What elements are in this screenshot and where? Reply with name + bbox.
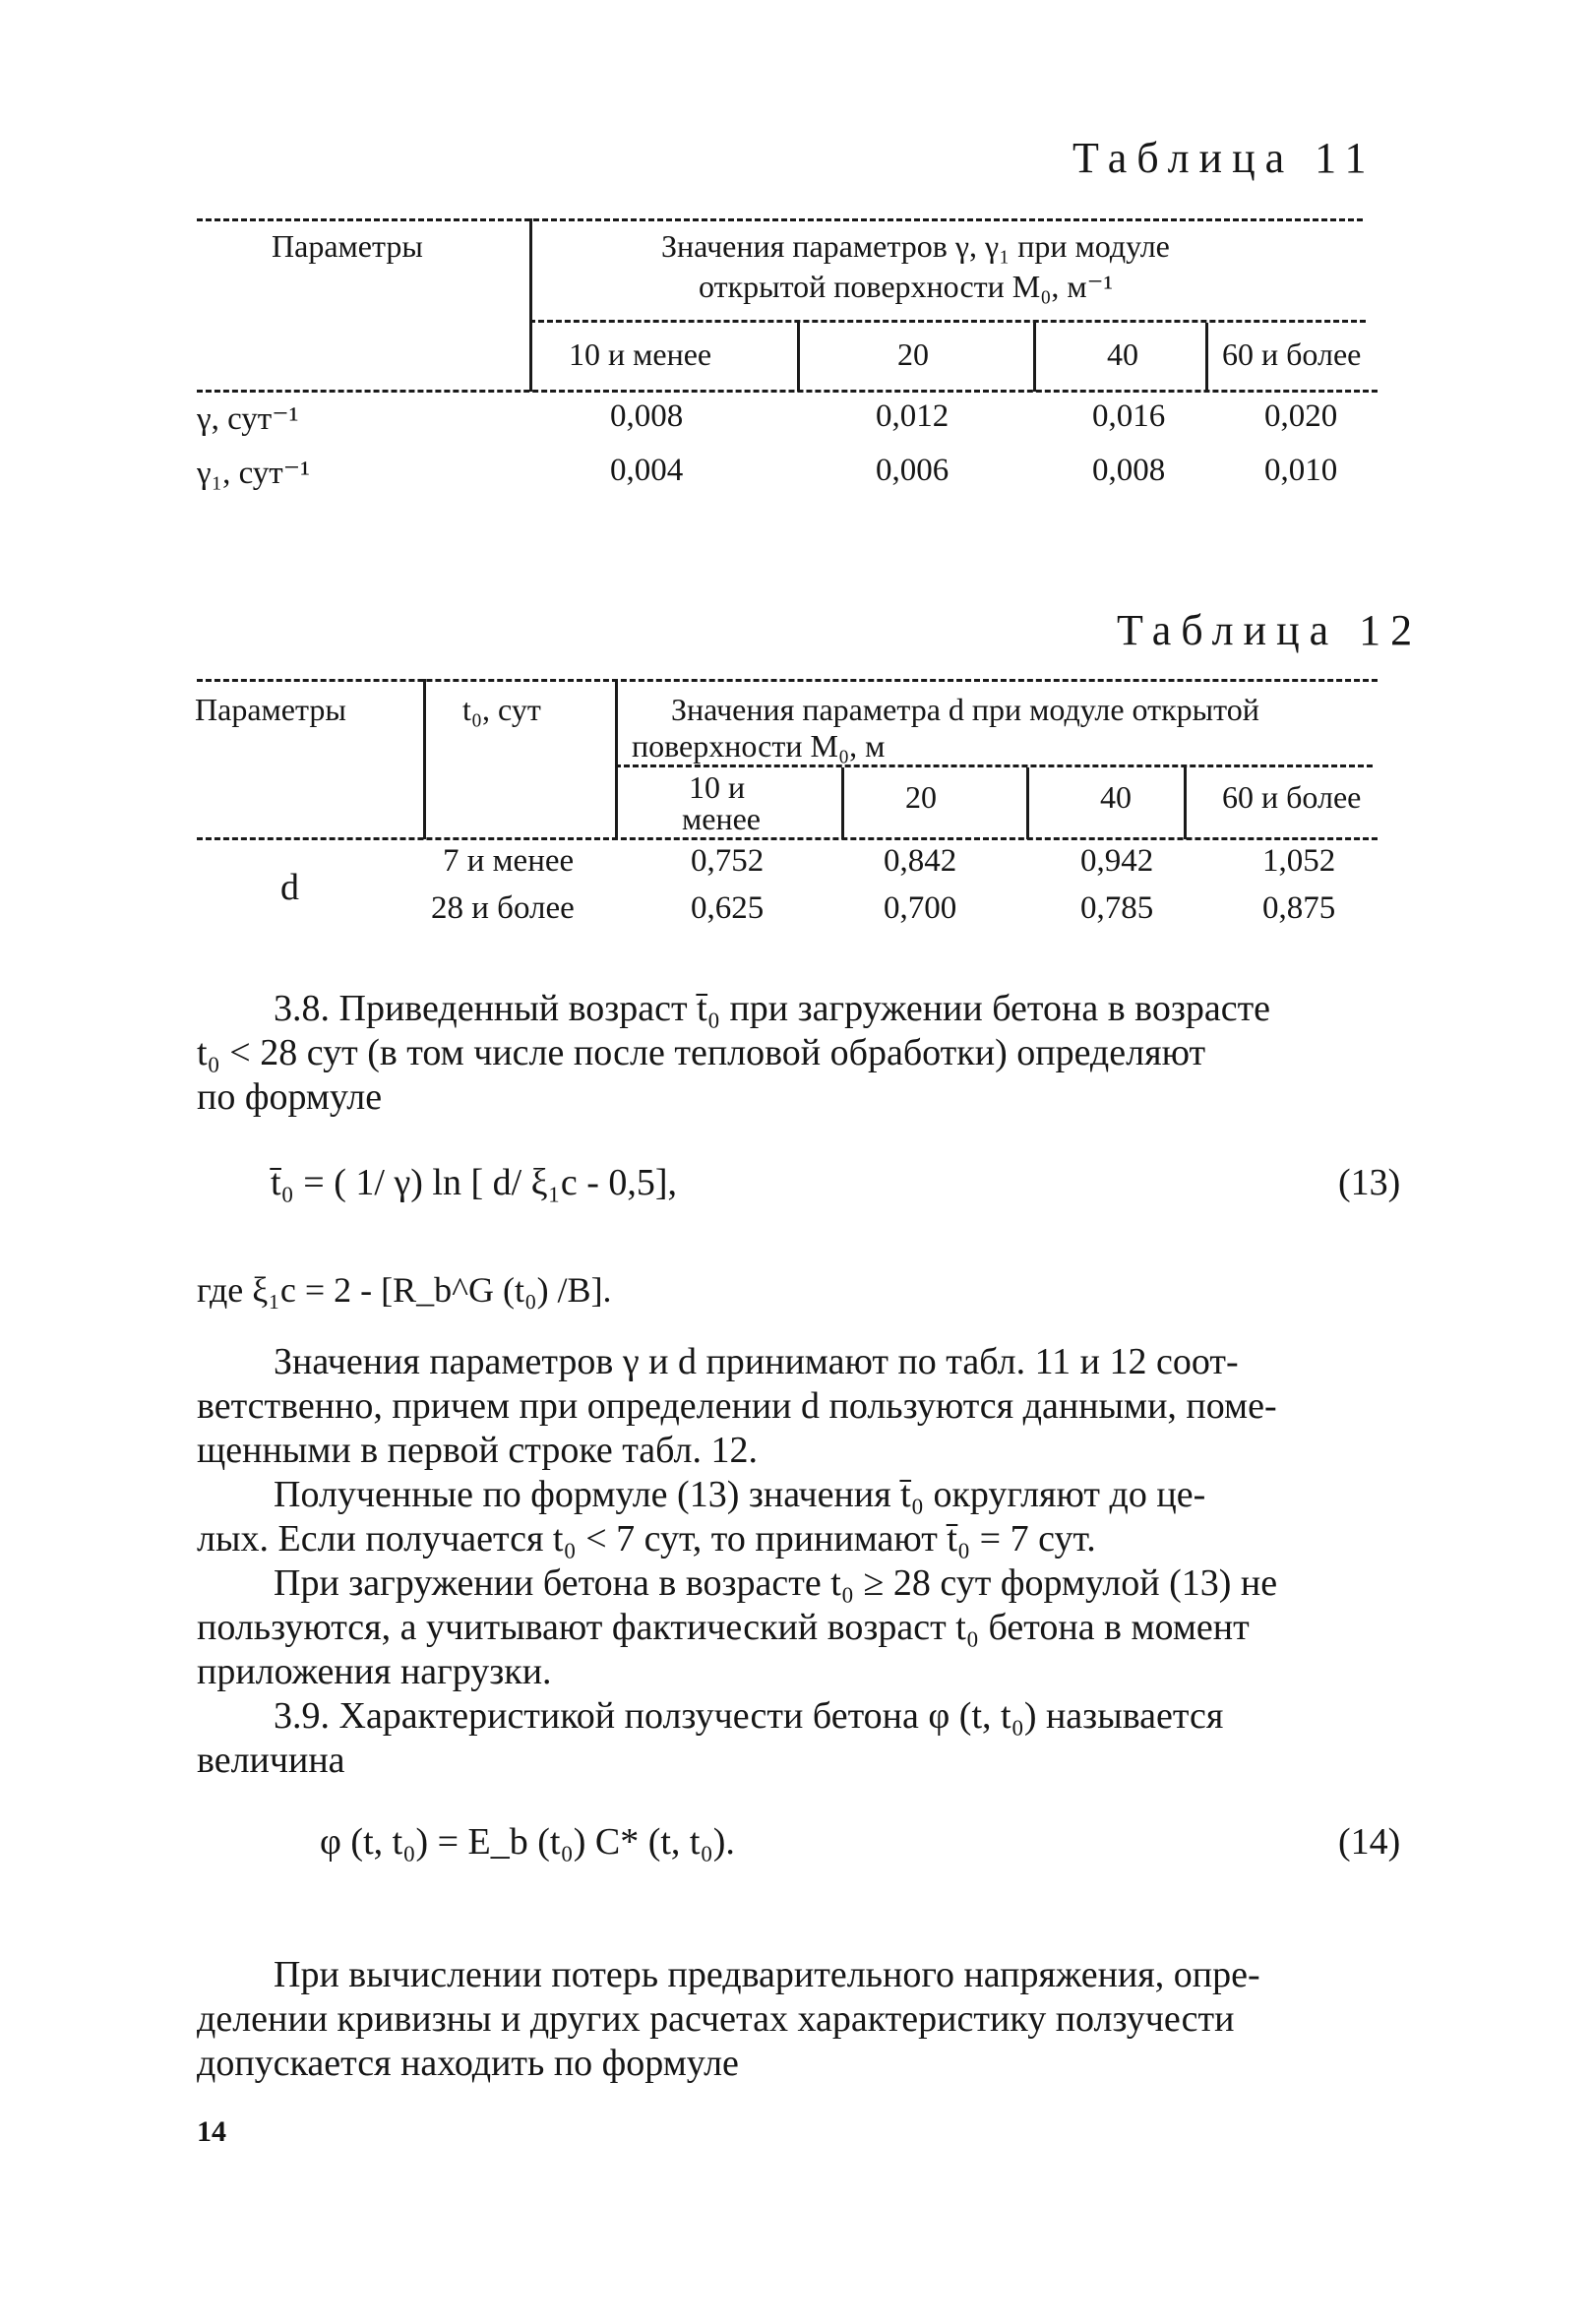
table11-row2-val3: 0,008 — [1092, 453, 1166, 488]
table12-row2-t0: 28 и более — [431, 890, 575, 926]
paragraph-loading-age-line: приложения нагрузки. — [197, 1651, 552, 1692]
paragraph-calculation — [197, 1953, 1260, 2086]
table12-row1-val1: 0,752 — [691, 843, 765, 879]
table11-row1-val3: 0,016 — [1092, 398, 1166, 434]
table12-caption: Таблица 12 — [1117, 606, 1423, 654]
paragraph-parameter-values — [197, 1340, 1277, 1473]
table12-row1-t0: 7 и менее — [443, 843, 575, 879]
table11-divider — [529, 218, 532, 392]
table11-row2-val1: 0,004 — [610, 453, 684, 488]
table12-row2-val3: 0,785 — [1080, 890, 1154, 926]
paragraph-rounding-line: Полученные по формуле (13) значения t̄₀ округляют до це- — [274, 1474, 1206, 1515]
table11-col-header-2: 20 — [897, 336, 929, 372]
paragraph-loading-age-line: пользуются, а учитывают фактический возраст t₀ бетона в момент — [197, 1607, 1250, 1648]
table11-param-header: Параметры — [272, 228, 423, 264]
table11-col-divider-2 — [1033, 323, 1036, 392]
formula-13-where: где ξ₁c = 2 - [R_b^G (t₀) /B]. — [197, 1270, 612, 1310]
table12-col-divider-1 — [841, 767, 844, 839]
table12-top-rule — [197, 679, 1378, 682]
table11-head-bottom-rule — [197, 390, 1378, 393]
paragraph-calculation-line: допускается находить по формуле — [197, 2043, 739, 2084]
table12-divider-params — [423, 679, 426, 839]
table11-row2-val4: 0,010 — [1264, 453, 1338, 488]
table12-group-header-line1: Значения параметра d при модуле открытой — [671, 692, 1259, 727]
table11-row1-val2: 0,012 — [876, 398, 950, 434]
paragraph-3-8 — [197, 987, 1270, 1120]
table12-row1-val2: 0,842 — [884, 843, 957, 879]
table11-col-header-1: 10 и менее — [569, 336, 712, 372]
paragraph-parameter-values-line: щенными в первой строке табл. 12. — [197, 1430, 758, 1471]
table12-row2-val2: 0,700 — [884, 890, 957, 926]
table12-col-header-1-line1: 10 и — [689, 769, 746, 805]
table11-group-header-line1: Значения параметров γ, γ₁ при модуле — [661, 228, 1170, 264]
table12-col-header-2: 20 — [905, 779, 937, 815]
table11-top-rule — [197, 218, 1363, 221]
table11-row2-label: γ₁, сут⁻¹ — [197, 456, 311, 491]
table12-row1-val3: 0,942 — [1080, 843, 1154, 879]
table12-col-divider-3 — [1184, 767, 1187, 839]
table11-caption: Таблица 11 — [1072, 134, 1377, 182]
paragraph-rounding-line: лых. Если получается t₀ < 7 сут, то принимают t̄₀ = 7 сут. — [197, 1518, 1096, 1560]
paragraph-loading-age — [197, 1561, 1277, 1694]
table12-mid-rule — [615, 764, 1373, 767]
paragraph-loading-age-line: При загружении бетона в возрасте t₀ ≥ 28 сут формулой (13) не — [274, 1562, 1278, 1604]
table12-divider-t0 — [615, 679, 618, 839]
formula-14-number: (14) — [1338, 1821, 1401, 1863]
paragraph-3-8-line: по формуле — [197, 1076, 383, 1118]
table12-param-header: Параметры — [195, 692, 346, 727]
table12-row2-val4: 0,875 — [1262, 890, 1336, 926]
table11-row1-val4: 0,020 — [1264, 398, 1338, 434]
formula-13: t̄₀ = ( 1/ γ) ln [ d/ ξ₁c - 0,5], — [271, 1162, 678, 1203]
table11-row1-label: γ, сут⁻¹ — [197, 401, 299, 437]
paragraph-3-9 — [197, 1694, 1223, 1783]
formula-13-number: (13) — [1338, 1162, 1401, 1203]
table12-col-header-1-line2: менее — [682, 801, 761, 836]
table12-head-bottom-rule — [197, 837, 1378, 840]
table12-row-param: d — [280, 867, 299, 908]
table11-row1-val1: 0,008 — [610, 398, 684, 434]
paragraph-3-8-line: 3.8. Приведенный возраст t̄₀ при загружении бетона в возрасте — [274, 988, 1271, 1029]
paragraph-calculation-line: делении кривизны и других расчетах характеристику ползучести — [197, 1998, 1235, 2040]
table11-row2-val2: 0,006 — [876, 453, 950, 488]
paragraph-parameter-values-line: Значения параметров γ и d принимают по табл. 11 и 12 соот- — [274, 1341, 1239, 1382]
paragraph-3-9-line: 3.9. Характеристикой ползучести бетона φ (t, t₀) называется — [274, 1695, 1224, 1737]
table12-t0-header: t₀, сут — [462, 692, 541, 727]
table12-row2-val1: 0,625 — [691, 890, 765, 926]
table11-col-header-4: 60 и более — [1222, 336, 1362, 372]
paragraph-calculation-line: При вычислении потерь предварительного напряжения, опре- — [274, 1954, 1260, 1995]
table11-col-divider-1 — [797, 323, 800, 392]
formula-14: φ (t, t₀) = E_b (t₀) C* (t, t₀). — [320, 1821, 735, 1863]
page-number: 14 — [197, 2115, 226, 2148]
table11-col-header-3: 40 — [1107, 336, 1138, 372]
table11-group-header-line2: открытой поверхности M₀, м⁻¹ — [699, 269, 1114, 304]
table12-group-header-line2: поверхности M₀, м — [632, 728, 886, 764]
table11-col-divider-3 — [1205, 323, 1208, 392]
table12-col-header-4: 60 и более — [1222, 779, 1362, 815]
table12-col-divider-2 — [1026, 767, 1029, 839]
table12-row1-val4: 1,052 — [1262, 843, 1336, 879]
paragraph-rounding — [197, 1473, 1205, 1561]
paragraph-3-8-line: t₀ < 28 сут (в том числе после тепловой обработки) определяют — [197, 1032, 1206, 1073]
table12-col-header-3: 40 — [1100, 779, 1132, 815]
paragraph-3-9-line: величина — [197, 1740, 345, 1781]
paragraph-parameter-values-line: ветственно, причем при определении d пользуются данными, поме- — [197, 1385, 1277, 1427]
table11-mid-rule — [529, 320, 1366, 323]
